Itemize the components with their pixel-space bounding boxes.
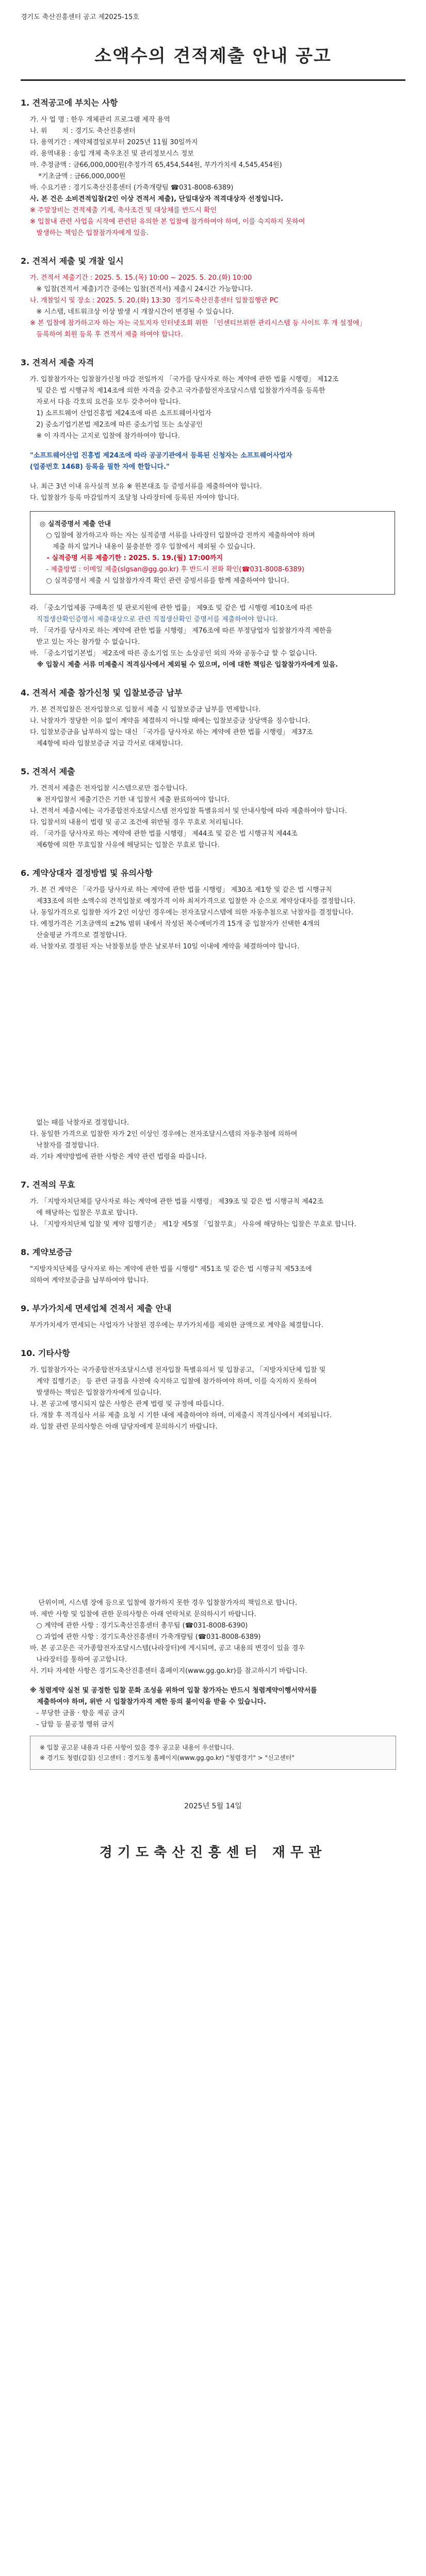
line: 가. 「지방자치단체를 당사자로 하는 계약에 관한 법률 시행령」 제39조 및 같은 법 시행규칙 제42조 [30, 1198, 324, 1206]
integrity-notice: - 부당한 금품 · 향응 제공 금지 [30, 1709, 125, 1717]
highlight-line: "소프트웨어산업 진흥법 제24조에 따라 공공기관에서 등록된 신청자는 소프트웨어사업자 [30, 452, 292, 460]
line: 바. 「중소기업기본법」 제2조에 따른 중소기업 또는 소상공인 외의 자와 공동수급 할 수 없습니다. [30, 650, 317, 657]
line: 라. 용역내용 : 송입 개체 축우초진 및 관리정보시스 정보 [30, 150, 194, 158]
line: 부가가치세가 면세되는 사업자가 낙찰된 경우에는 부가가치세를 제외한 금액으로 계약을 체결합니다. [30, 1321, 323, 1329]
line: 나. 「지방자치단체 입찰 및 계약 집행기준」 제1장 제5절 「입찰무효」 사유에 해당하는 입찰은 무효로 합니다. [30, 1221, 356, 1228]
line: 나. 낙찰자가 정당한 이유 없이 계약을 체결하지 아니할 때에는 입찰보증금 상당액을 징수합니다. [30, 717, 310, 725]
line: 다. 예정가격은 기초금액의 ±2% 범위 내에서 작성된 복수예비가격 15개 중 입찰자가 선택한 4개의 [30, 920, 320, 928]
line: 직접생산확인증명서 제출대상으로 관련 직접생산확인 증명서를 제출하여야 합니다. [30, 616, 278, 623]
line: 나. 개찰일시 및 장소 : 2025. 5. 20.(화) 13:30 경기도축산진흥센터 입찰집행관 PC [30, 297, 278, 304]
section-title: 8. 계약보증금 [21, 1247, 73, 1257]
section-2 [21, 255, 405, 341]
title-divider [21, 79, 405, 81]
line: 나. 견적서 제출시에는 국가종합전자조달시스템 전자입찰 특별유의서 및 안내사항에 따라 제출하여야 합니다. [30, 807, 347, 815]
line: 단위이며, 시스템 장애 등으로 입찰에 참가하지 못한 경우 입찰참가자의 책임으로 합니다. [30, 1599, 298, 1607]
line: 다. 입찰참가 등록 마감일까지 조달청 나라장터에 등록된 자여야 합니다. [30, 494, 239, 502]
integrity-notice: ※ 청렴계약 실천 및 공정한 입찰 문화 조성을 위하여 입찰 참가자는 반드시 청렴계약이행서약서를 [30, 1687, 317, 1694]
box-line: ○ 입찰에 참가하고자 하는 자는 실적증명 서류를 나라장터 입찰마감 전까지 제출하여야 하며 [40, 532, 315, 539]
integrity-notice: - 담합 등 불공정 행위 금지 [30, 1721, 114, 1728]
line: 가. 본 견적입찰은 전자입찰으로 입찰서 제출 시 입찰보증금 납부를 면제합니다. [30, 706, 261, 714]
warning-line: 등록하여 회원 등록 후 견적서 제출 하여야 합니다. [30, 331, 183, 338]
certificate-notice-box [30, 511, 395, 595]
box-line: ※ 입찰 공고문 내용과 다른 사항이 있을 경우 공고문 내용이 우선합니다. [40, 1744, 234, 1751]
section-6 [21, 867, 405, 1163]
line: 나라장터를 통하여 공고합니다. [30, 1656, 127, 1664]
line: 바. 수요기관 : 경기도축산진흥센터 (가축개량팀 ☎031-8008-6389) [30, 184, 234, 192]
section-title: 5. 견적서 제출 [21, 767, 75, 776]
box-line: 제출 하지 않거나 내용이 불충분한 경우 입찰에서 제외될 수 있습니다. [40, 543, 255, 551]
warning-line: ※ 입찰내 관련 사업을 시작에 관련된 유의한 본 입찰에 참가하여야 하며, 이를 숙지하지 못하여 [30, 218, 305, 226]
spacer [21, 595, 405, 603]
line: 다. 개찰 후 적격심사 서류 제출 요청 시 기한 내에 제출하여야 하며, 미제출시 적격심사에서 제외됩니다. [30, 1412, 332, 1419]
section-5 [21, 765, 405, 851]
section-title: 10. 기타사항 [21, 1348, 70, 1358]
line: 다. 동일한 가격으로 입찰한 자가 2인 이상인 경우에는 전자조달시스템의 자동추첨에 의하여 [30, 1130, 298, 1138]
section-title: 3. 견적서 제출 자격 [21, 358, 94, 367]
line: 제33조에 의한 소액수의 견적입찰로 예정가격 이하 최저가격으로 입찰한 자 순으로 계약상대자를 결정합니다. [30, 897, 356, 905]
line: 자로서 다음 각호의 요건을 모두 갖추어야 합니다. [30, 398, 181, 406]
line: ○ 계약에 관한 사항 : 경기도축산진흥센터 총무팀 (☎031-8008-6390) [30, 1622, 248, 1630]
line: 의하여 계약보증금을 납부하여야 합니다. [30, 1277, 149, 1284]
line: 라. 기타 계약방법에 관한 사항은 계약 관련 법령을 따릅니다. [30, 1153, 207, 1161]
line: ※ 이 자격사는 고지로 입찰에 참가하여야 합니다. [30, 432, 180, 440]
line: 라. 「국가를 당사자로 하는 계약에 관한 법률 시행령」 제44조 및 같은 법 시행규칙 제44조 [30, 830, 298, 838]
section-title: 9. 부가가치세 면세업체 견적서 제출 안내 [21, 1303, 172, 1313]
line: ※ 전자입찰서 제출기간은 기한 내 입찰서 제출 완료하여야 합니다. [30, 796, 230, 804]
line: 사. 본 건은 소비견적입찰(2인 이상 견적서 제출), 단일대상자 적격대상자 선정입니다. [30, 195, 283, 203]
line: 마. 제반 사항 및 입찰에 관한 문의사항은 아래 연락처로 문의하시기 바랍니다. [30, 1611, 256, 1618]
line: "지방자치단체를 당사자로 하는 계약에 관한 법률 시행령" 제51조 및 같은 법 시행규칙 제53조에 [30, 1265, 312, 1273]
section-1 [21, 96, 405, 239]
line: 제4항에 따라 입찰보증금 지급 각서로 대체합니다. [30, 740, 183, 748]
page-title: 소액수의 견적제출 안내 공고 [94, 46, 332, 66]
section-9 [21, 1302, 405, 1331]
line: 라. 낙찰자로 결정된 자는 낙찰통보를 받은 날로부터 10일 이내에 계약을 체결하여야 합니다. [30, 943, 300, 951]
page-gap [21, 953, 405, 1117]
box-line: ◎ 실적증명서 제출 안내 [40, 520, 111, 528]
box-line: ※ 경기도 청렴(갑질) 신고센터 : 경기도청 홈페이지(www.gg.go.kr) "청렴경기" > "신고센터" [40, 1754, 294, 1761]
line: 바. 본 공고문은 국가종합전자조달시스템(나라장터)에 게시되며, 공고 내용의 변경이 있을 경우 [30, 1645, 305, 1652]
section-3 [21, 356, 405, 671]
warning-line: 발생하는 책임은 입찰참가자에게 있음. [30, 229, 149, 237]
highlight-line: (업종번호 1468) 등록을 필한 자에 한합니다." [30, 463, 170, 471]
line: 마. 추정금액 : 금66,000,000원(추정가격 65,454,544원, 부가가치세 4,545,454원) [30, 161, 282, 169]
spacer [21, 473, 405, 481]
line: 라. 「중소기업제품 구매촉진 및 판로지원에 관한 법률」 제9조 및 같은 법 시행령 제10조에 따른 [30, 604, 313, 612]
line: 2) 중소기업기본법 제2조에 따른 중소기업 또는 소상공인 [30, 421, 203, 429]
warning-line: ※ 주말장비는 견적제출 기재, 축사조건 및 대상체를 반드시 확인 [30, 207, 217, 214]
line: 제6항에 의한 무효입찰 사유에 해당되는 입찰은 무효로 합니다. [30, 841, 220, 849]
section-title: 7. 견적의 무효 [21, 1180, 75, 1190]
box-line: - 실적증명 서류 제출기한 : 2025. 5. 19.(월) 17:00까지 [40, 554, 223, 562]
line: ※ 입찰시 제출 서류 미제출시 적격심사에서 제외될 수 있으며, 이에 대한 책임은 입찰참가자에게 있음. [30, 661, 338, 669]
line: 받고 있는 자는 참가할 수 없습니다. [30, 638, 140, 646]
line: 나. 최근 3년 이내 유사실적 보유 ※ 원본대조 등 증빙서류를 제출하여야 합니다. [30, 483, 262, 490]
line: 계약 집행기준」 등 관련 규정을 사전에 숙지하고 입찰에 참가하여야 하며, 이를 숙지하지 못하여 [30, 1378, 317, 1385]
line: 없는 때를 낙찰자로 결정합니다. [30, 1119, 129, 1127]
section-7 [21, 1178, 405, 1230]
section-10 [21, 1347, 405, 1770]
line: 에 해당하는 입찰은 무효로 합니다. [30, 1209, 138, 1217]
line: 다. 용역기간 : 계약체결일로부터 2025년 11월 30일까지 [30, 139, 198, 146]
line: 나. 위 치 : 경기도 축산진흥센터 [30, 127, 136, 135]
issuer-signature: 경기도축산진흥센터 재무관 [99, 1845, 327, 1860]
line: 발생하는 책임은 입찰참가자에게 있습니다. [30, 1389, 161, 1397]
integrity-notice: 제출하여야 하며, 위반 시 입찰참가자격 제한 등의 불이익을 받을 수 있습니다. [30, 1698, 267, 1706]
line: 가. 입찰참가자는 국가종합전자조달시스템 전자입찰 특별유의서 및 입찰공고, 「지방자치단체 입찰 및 [30, 1366, 326, 1374]
section-4 [21, 686, 405, 750]
line: 다. 입찰보증금을 납부하지 않는 대신 「국가를 당사자로 하는 계약에 관한 법률 시행령」 제37조 [30, 728, 313, 736]
line: 1) 소프트웨어 산업진흥법 제24조에 따른 소프트웨어사업자 [30, 410, 211, 417]
section-title: 2. 견적서 제출 및 개찰 일시 [21, 256, 124, 266]
box-line: - 제출방법 : 이메일 제출(slgsan@gg.go.kr) 후 반드시 전화 확인(☎031-8008-6389) [40, 566, 305, 573]
spacer [21, 442, 405, 450]
notice-number: 경기도 축산진흥센터 공고 제2025-15호 [21, 13, 139, 21]
line: ※ 시스템, 네트워크상 이상 발생 시 개찰시간이 변경될 수 있습니다. [30, 308, 234, 316]
section-title: 4. 견적서 제출 참가신청 및 입찰보증금 납부 [21, 688, 183, 698]
line: ○ 과업에 관한 사항 : 경기도축산진흥센터 가축개량팀 (☎031-8008-6389) [30, 1633, 261, 1641]
section-title: 6. 계약상대자 결정방법 및 유의사항 [21, 868, 153, 878]
box-line: ○ 실적증명서 제출 시 입찰참가자격 확인 관련 증빙서류를 함께 제출하여야 합니다. [40, 577, 289, 585]
line: 나. 동일가격으로 입찰한 자가 2인 이상인 경우에는 전자조달시스템에 의한 자동추첨으로 낙찰자를 결정합니다. [30, 909, 354, 917]
line: 및 같은 법 시행규칙 제14조에 의한 자격을 갖추고 국가종합전자조달시스템 입찰참가자격을 등록한 [30, 387, 325, 395]
line: 사. 기타 자세한 사항은 경기도축산진흥센터 홈페이지(www.gg.go.kr)를 참고하시기 바랍니다. [30, 1667, 307, 1675]
line: 가. 사 업 명 : 한우 개체관리 프로그램 제작 용역 [30, 116, 170, 124]
warning-line: ※ 본 입찰에 참가하고자 하는 자는 국토지자 인터넷조회 위한 「인센티브위한 관리시스템 등 사이트 후 개 설정에」 [30, 319, 366, 327]
section-title: 1. 견적공고에 부치는 사항 [21, 98, 118, 108]
line: 가. 견적서 제출기간 : 2025. 5. 15.(목) 10:00 ~ 2025. 5. 20.(화) 10:00 [30, 274, 252, 282]
section-8 [21, 1246, 405, 1286]
line: 산술평균 가격으로 결정합니다. [30, 931, 127, 939]
line: 라. 입찰 관련 문의사항은 아래 담당자에게 문의하시기 바랍니다. [30, 1423, 218, 1431]
footer-notice-box [30, 1736, 396, 1770]
page-gap [21, 1433, 405, 1598]
line: ※ 입찰(견적서 제출)기간 중에는 입찰(견적서) 제출시 24시간 가능합니다. [30, 285, 253, 293]
line: 가. 입찰참가자는 입찰참가신청 마감 전일까지 「국가를 당사자로 하는 계약에 관한 법률 시행령」 제12조 [30, 376, 339, 383]
line: *기초금액 : 금66,000,000원 [30, 173, 126, 180]
line: 마. 「국가를 당사자로 하는 계약에 관한 법률 시행령」 제76조에 따른 부정당업자 입찰참가자격 제한을 [30, 627, 333, 635]
announcement-date: 2025년 5월 14일 [184, 1802, 242, 1810]
spacer [21, 1677, 405, 1685]
line: 가. 본 건 계약은 「국가를 당사자로 하는 계약에 관한 법률 시행령」 제30조 제1항 및 같은 법 시행규칙 [30, 886, 332, 894]
line: 다. 입찰서의 내용이 법령 및 공고 조건에 위반될 경우 무효로 처리됩니다. [30, 819, 243, 826]
line: 낙찰자를 결정합니다. [30, 1142, 99, 1149]
line: 나. 본 공고에 명시되지 않은 사항은 관계 법령 및 규정에 따릅니다. [30, 1400, 224, 1408]
line: 가. 견적서 제출은 전자입찰 시스템으로만 접수합니다. [30, 785, 188, 792]
